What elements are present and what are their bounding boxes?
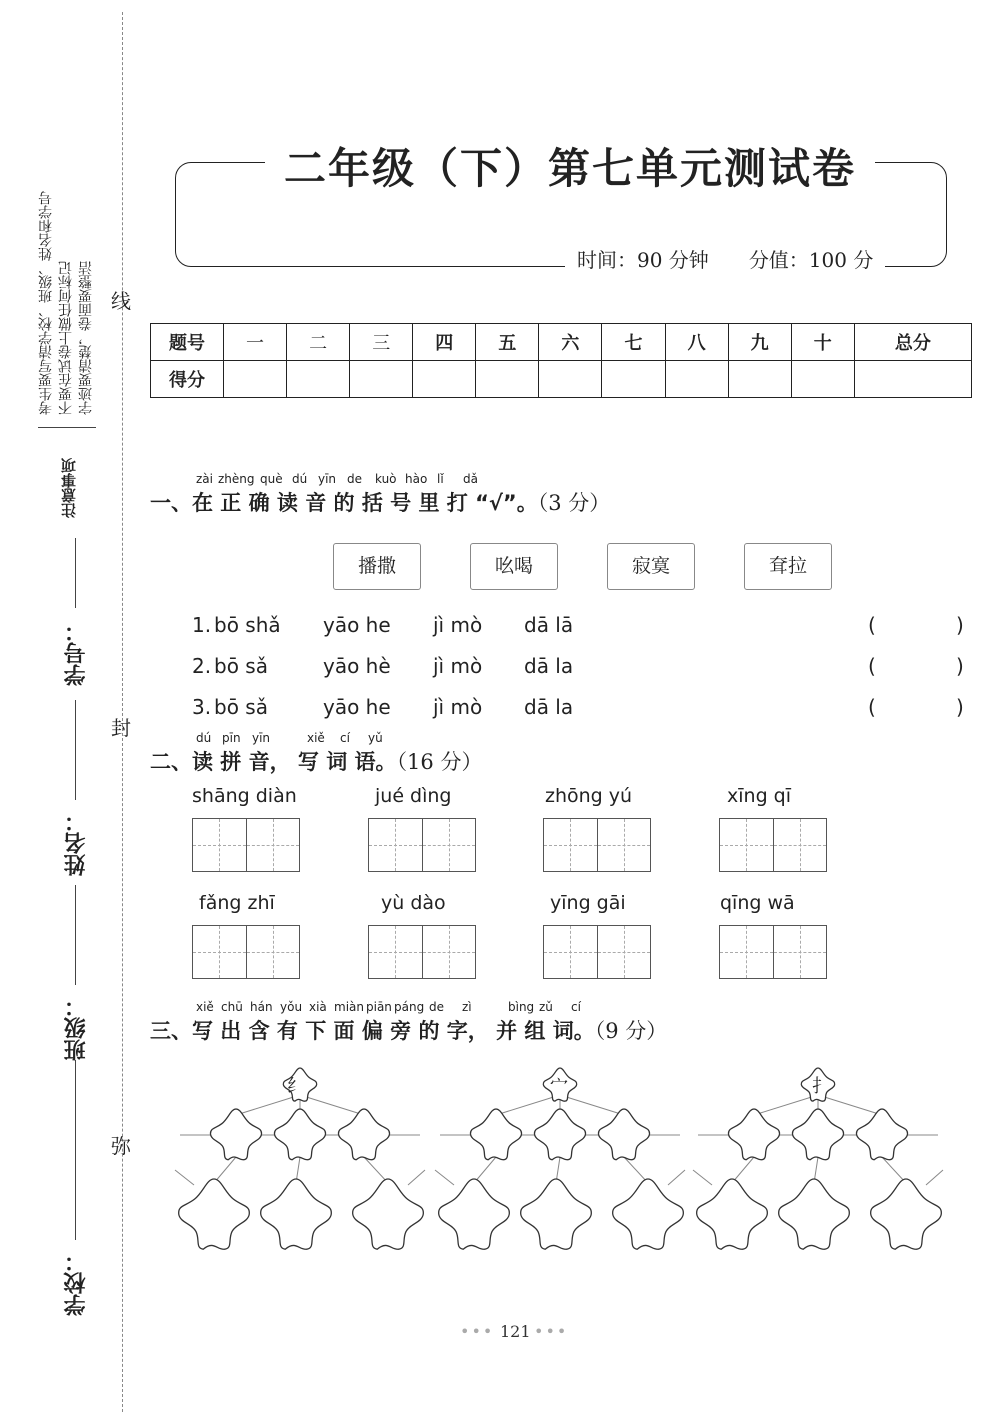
score-col-header: 总分 bbox=[854, 324, 971, 361]
option-reading: jì mò bbox=[433, 695, 483, 719]
word-flower[interactable] bbox=[521, 1179, 592, 1249]
q2-pinyin-prompt: xīng qī bbox=[727, 785, 792, 807]
q1-word: 寂寞 bbox=[607, 543, 695, 590]
q1-pinyin: zhèng bbox=[218, 472, 255, 486]
q1-pinyin: hào bbox=[405, 472, 428, 486]
radical-label: 宀 bbox=[550, 1076, 568, 1097]
option-reading: yāo he bbox=[323, 695, 391, 719]
tree-branch bbox=[882, 1157, 906, 1183]
q1-word: 吆喝 bbox=[470, 543, 558, 590]
q2-pinyin-prompt: qīng wā bbox=[720, 892, 795, 914]
option-reading: jì mò bbox=[433, 654, 483, 678]
word-flower[interactable] bbox=[439, 1179, 510, 1249]
tree-branch bbox=[732, 1157, 754, 1183]
tree-branch bbox=[300, 1095, 364, 1115]
note-item: 考生要写清学校、班级、姓名和学号 bbox=[38, 191, 54, 415]
student-id-label: 学号： bbox=[63, 620, 89, 686]
character-flower[interactable] bbox=[598, 1109, 649, 1160]
q3-pinyin: hán bbox=[250, 1000, 273, 1014]
character-flower[interactable] bbox=[210, 1109, 261, 1160]
word-flower[interactable] bbox=[613, 1179, 684, 1249]
word-flower[interactable] bbox=[353, 1179, 424, 1249]
word-flower[interactable] bbox=[179, 1179, 250, 1249]
notes-title: 注意事项 bbox=[60, 458, 78, 518]
q1-pinyin: dú bbox=[292, 472, 308, 486]
option-number: 3. bbox=[192, 695, 212, 719]
paren-left: ( bbox=[868, 654, 876, 678]
q1-pinyin: dǎ bbox=[463, 472, 478, 486]
q3-text: 三、写 出 含 有 下 面 偏 旁 的 字， 并 组 词。 bbox=[150, 1019, 595, 1043]
tree-branch bbox=[435, 1170, 454, 1185]
tree-branch bbox=[668, 1170, 685, 1185]
page-title: 二年级（下）第七单元测试卷 bbox=[265, 136, 875, 196]
score-col-header: 九 bbox=[728, 324, 791, 361]
class-label: 班级： bbox=[63, 995, 89, 1061]
seal-char-seal: 封 bbox=[111, 716, 131, 740]
character-flower[interactable] bbox=[470, 1109, 521, 1160]
score-col-header: 七 bbox=[602, 324, 665, 361]
q2-text: 二、读 拼 音， 写 词 语。 bbox=[150, 750, 397, 774]
character-flower[interactable] bbox=[534, 1109, 585, 1160]
page-number-footer bbox=[460, 1322, 569, 1341]
radical-label: 纟 bbox=[287, 1076, 305, 1097]
page-number: 121 bbox=[500, 1322, 531, 1341]
score-col-header: 三 bbox=[350, 324, 413, 361]
option-reading: dā la bbox=[524, 654, 574, 678]
name-label: 姓名： bbox=[63, 810, 89, 876]
tree-branch bbox=[236, 1095, 300, 1115]
q1-pinyin: kuò bbox=[375, 472, 397, 486]
score-col-header: 六 bbox=[539, 324, 602, 361]
score-col-header: 五 bbox=[476, 324, 539, 361]
q3-pinyin: chū bbox=[221, 1000, 243, 1014]
tree-branch bbox=[364, 1157, 388, 1183]
q3-pinyin: bìng bbox=[508, 1000, 535, 1014]
score-col-header: 八 bbox=[665, 324, 728, 361]
q3-pinyin: zǔ bbox=[539, 1000, 553, 1014]
q3-pinyin: piān bbox=[366, 1000, 392, 1014]
option-number: 1. bbox=[192, 613, 212, 637]
school-label: 学校： bbox=[63, 1250, 89, 1316]
paren-right: ) bbox=[956, 654, 964, 678]
q3-pinyin: cí bbox=[571, 1000, 581, 1014]
q3-points: （9 分） bbox=[594, 1019, 668, 1043]
q2-pinyin-prompt: yīng gāi bbox=[550, 892, 626, 914]
q1-text: 一、在 正 确 读 音 的 括 号 里 打 “√”。 bbox=[150, 491, 538, 515]
q3-pinyin: xià bbox=[309, 1000, 327, 1014]
q3-pinyin: xiě bbox=[196, 1000, 214, 1014]
option-reading: bō sǎ bbox=[214, 695, 268, 719]
q1-pinyin: de bbox=[347, 472, 362, 486]
character-flower[interactable] bbox=[792, 1109, 843, 1160]
total-score: 分值：100 分 bbox=[748, 248, 874, 272]
score-col-header: 十 bbox=[791, 324, 854, 361]
q2-pinyin: xiě bbox=[307, 731, 325, 745]
q2-pinyin-prompt: jué dìng bbox=[375, 785, 452, 807]
q3-pinyin: yǒu bbox=[280, 1000, 303, 1014]
seal-char-line: 线 bbox=[111, 289, 131, 313]
seal-char-mi: 弥 bbox=[111, 1134, 131, 1158]
word-flower[interactable] bbox=[871, 1179, 942, 1249]
option-reading: bō shǎ bbox=[214, 613, 281, 637]
option-reading: yāo hè bbox=[323, 654, 391, 678]
score-col-header: 四 bbox=[413, 324, 476, 361]
paren-left: ( bbox=[868, 613, 876, 637]
dots-right-icon: ••• bbox=[534, 1322, 569, 1341]
paren-left: ( bbox=[868, 695, 876, 719]
option-reading: dā la bbox=[524, 695, 574, 719]
character-flower[interactable] bbox=[728, 1109, 779, 1160]
q2-points: （16 分） bbox=[396, 750, 483, 774]
q1-points: （3 分） bbox=[537, 491, 611, 515]
option-reading: bō sǎ bbox=[214, 654, 268, 678]
tree-branch bbox=[175, 1170, 194, 1185]
tree-branch bbox=[926, 1170, 943, 1185]
paren-right: ) bbox=[956, 695, 964, 719]
character-flower[interactable] bbox=[856, 1109, 907, 1160]
tree-branch bbox=[214, 1157, 236, 1183]
score-col-header: 一 bbox=[224, 324, 287, 361]
q2-pinyin-prompt: fǎng zhī bbox=[199, 892, 275, 914]
tree-branch bbox=[693, 1170, 712, 1185]
q2-pinyin: cí bbox=[340, 731, 350, 745]
tree-branch bbox=[560, 1095, 624, 1115]
word-flower[interactable] bbox=[779, 1179, 850, 1249]
score-table-row-label: 得分 bbox=[151, 361, 224, 398]
paren-right: ) bbox=[956, 613, 964, 637]
note-item: 字迹要清楚，卷面要整洁 bbox=[78, 261, 94, 415]
word-flower[interactable] bbox=[697, 1179, 768, 1249]
q3-pinyin: zì bbox=[462, 1000, 472, 1014]
option-reading: jì mò bbox=[433, 613, 483, 637]
character-flower[interactable] bbox=[274, 1109, 325, 1160]
q3-pinyin: páng bbox=[394, 1000, 425, 1014]
tree-branch bbox=[408, 1170, 425, 1185]
q3-pinyin: de bbox=[429, 1000, 444, 1014]
q2-pinyin: pīn bbox=[222, 731, 241, 745]
radical-label: 扌 bbox=[812, 1076, 830, 1097]
q1-word: 播撒 bbox=[333, 543, 421, 590]
note-item: 不要在试卷上做任何标记 bbox=[58, 261, 74, 415]
character-flower[interactable] bbox=[338, 1109, 389, 1160]
q1-pinyin: yīn bbox=[318, 472, 337, 486]
tree-branch bbox=[474, 1157, 496, 1183]
tree-branch bbox=[754, 1095, 818, 1115]
tree-branch bbox=[496, 1095, 560, 1115]
q2-pinyin-prompt: zhōng yú bbox=[545, 785, 633, 807]
q2-pinyin-prompt: yù dào bbox=[381, 892, 446, 914]
word-flower[interactable] bbox=[261, 1179, 332, 1249]
score-col-header: 二 bbox=[287, 324, 350, 361]
q1-word: 耷拉 bbox=[744, 543, 832, 590]
q2-pinyin: yǔ bbox=[368, 731, 383, 745]
q2-pinyin: yīn bbox=[252, 731, 271, 745]
q2-pinyin: dú bbox=[196, 731, 212, 745]
tree-branch bbox=[818, 1095, 882, 1115]
score-table-row-label: 题号 bbox=[151, 324, 224, 361]
tree-branch bbox=[624, 1157, 648, 1183]
option-reading: dā lā bbox=[524, 613, 574, 637]
option-reading: yāo he bbox=[323, 613, 391, 637]
dots-left-icon: ••• bbox=[460, 1322, 495, 1341]
q3-pinyin: miàn bbox=[334, 1000, 364, 1014]
q1-pinyin: lǐ bbox=[437, 472, 444, 486]
q2-pinyin-prompt: shāng diàn bbox=[192, 785, 297, 807]
q1-pinyin: zài bbox=[196, 472, 213, 486]
q1-pinyin: què bbox=[260, 472, 283, 486]
time-limit: 时间：90 分钟 bbox=[577, 248, 709, 272]
option-number: 2. bbox=[192, 654, 212, 678]
